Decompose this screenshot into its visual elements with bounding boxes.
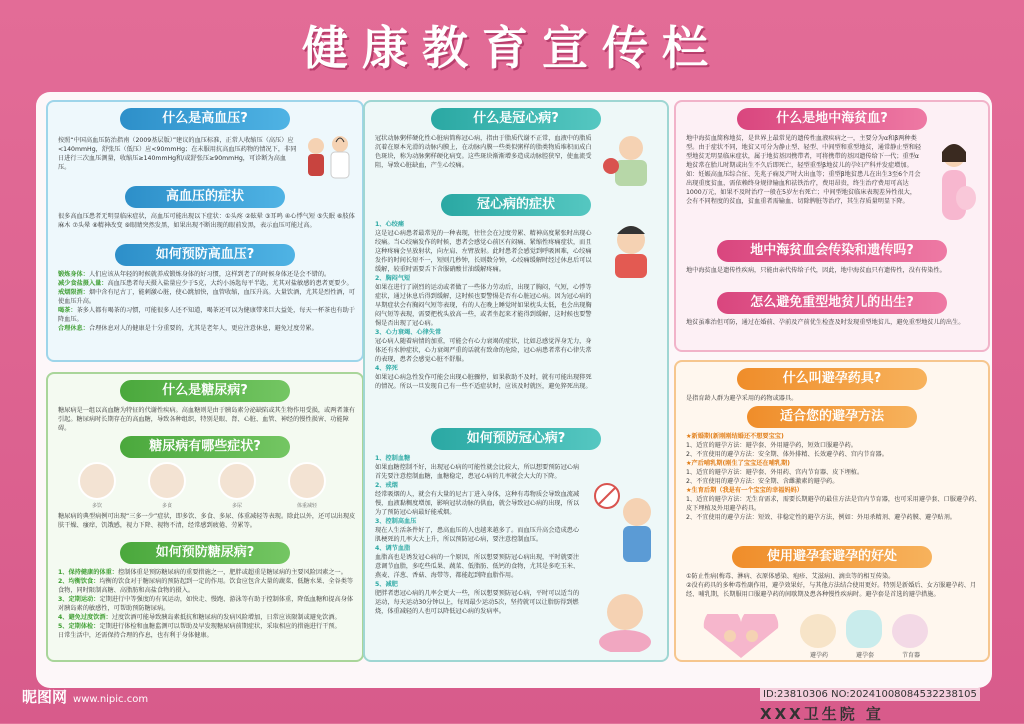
doctor-patient-illustration (300, 132, 358, 182)
list-item: ①防止性病(梅毒、淋病、衣原体感染、疱疹、艾滋病)、滴虫等的相互传染。 (686, 573, 895, 580)
diabetes-text: 糖尿病是一组以高血糖为特征的代谢性疾病。高血糖则是由于胰岛素分泌缺陷或其生物作用受损，或两者兼有引起。糖尿病时长期存在的高血糖，导致各种组织，特别是眼、肾、心脏、血管、神经的慢性损害、功能障碍。 (58, 407, 355, 432)
list-item: 4、避免过度饮酒：过度饮酒可能导致胰岛素抵抗和糖尿病的发病风险增加，日常应该限制或避免饮酒。 (58, 614, 341, 621)
heart-couple-illustration (696, 614, 786, 660)
list-item: 日常生活中，还需保持合理的作息，也有利于身体健康。 (58, 632, 213, 639)
symptom-label: 多食 (161, 503, 172, 509)
tag-label: 避孕药 (809, 652, 828, 659)
hypertension-card (46, 100, 364, 362)
tag-label: 避孕套 (855, 652, 874, 659)
column-coronary (363, 92, 683, 688)
coronary-card (363, 100, 669, 662)
elderly-man-illustration (601, 132, 663, 188)
hypertension-text: 按照“中国高血压防治指南（2009基层版）”建议的血压标准，正常人收缩压（高压）应<140mmHg，舒张压（低压）应<90mmHg；在未服用抗高血压药物的情况下，非同日进行三次血压测量，收缩压≥140mmHg和/或舒张压≥90mmHg，可诊断为高血压。 (58, 137, 297, 171)
section-title: 如何预防高血压? (115, 244, 295, 266)
page-title: 健康教育宣传栏 (302, 21, 722, 75)
condom-character-image (846, 610, 882, 648)
pregnant-woman-illustration (926, 140, 986, 230)
tag-label: 节育器 (901, 652, 920, 659)
coronary-prevent-list: 1、控制血糖 如果血糖控制不好，出现冠心病的可能性就会比较大，所以想要预防冠心病首先要注意控制血糖，血糖稳定，患冠心病的几率就会大大的下降。 2、戒烟 经常吸烟的人，就会有大量的尼古丁进入身体，这种有毒物质会导致血流减慢，血液黏稠度增加，影响冠状动脉的供血，就会导致冠心病的出现，所以为了预防冠心病最好能戒烟。 3、控制高血压 现在人生活条件好了，患高血压的人也越来越多了。而血压升高会造成患心肌梗死的几率大大上升，所以预防冠心病，要注意控制血压。 4、调节血脂 血脂高也是诱发冠心病的一个原因，所以想要预防冠心病出现，平时就要注意调节血脂，多吃些瓜果、蔬菜、低脂肪、低钙的食物，尤其是多吃玉米、燕麦、洋葱、香菇、海带等，都能起到降血脂作用。 5、减肥 肥胖者患冠心病的几率会更大一些，所以想要预防冠心病，平时可以适当的运动，每天运动30分钟以上，每周最少运动5次，坚持就可以让脂肪得到燃烧，体重减轻的人也可以降低冠心病的发病率。 (375, 455, 580, 615)
pill-character-image (800, 614, 836, 648)
section-title: 什么叫避孕药具? (737, 368, 927, 390)
list-item: 合理休息：合理休息对人的健康是十分重要的，尤其是老年人，更应注意休息，避免过度劳累。 (58, 325, 318, 332)
symptom-label: 多饮 (91, 503, 102, 509)
health-icons-illustration (589, 482, 665, 652)
contraception-methods-list: ★新婚期(新刚刚结婚还不想要宝宝) 1、适宜的避孕方法：避孕套、外用避孕药，短效口服避孕药。 2、不宜使用的避孕方法：安全期、体外排精、长效避孕药、宫内节育器。 ★产后哺乳期(刚生了宝宝还在哺乳期) 1、适宜的避孕方法：避孕套、外用药、宫内节育器、皮下埋植。 2、不宜使用的避孕方法：安全期、含雌激素的避孕药。 ★生育后期（我是有一个宝宝的幸福妈妈） 1、适宜的避孕方法：无生育需求，需要长期避孕的最佳方法是宫内节育器，也可采用避孕套、口服避孕药、皮下埋植及外用避孕药具。 2、不宜使用的避孕方法：短效、非稳定性的避孕方法，例如：外用杀精剂、避孕药膜、避孕贴剂。 (686, 433, 981, 521)
symptom-label: 多尿 (231, 503, 242, 509)
list-item: 5、定期体检：定期进行体检和血糖监测可以帮助及早发现糖尿病前期症状，采取相应的措施进行干预。 (58, 623, 341, 630)
hospital-name: XXX卫生院 宣 (760, 705, 884, 723)
coronary-text: 冠状动脉粥样硬化性心脏病简称冠心病，指由于脂质代谢不正常，血液中的脂质沉着在原本光滑的动脉内膜上，在动脉内膜一些类似粥样的脂类物质堆积而成白色斑块，称为动脉粥样硬化病变。这些斑块渐渐增多造成动脉腔狭窄，使血流受阻，导致心脏缺血，产生心绞痛。 (375, 135, 592, 169)
section-title: 适合您的避孕方法 (747, 406, 917, 428)
section-title: 如何预防糖尿病? (120, 542, 290, 564)
list-item: ②没有药具的多种毒性副作用，避孕效果好，与其他方法结合使用更好。特别是新婚后、女方服避孕药、月经、哺乳期，长期服用口服避孕药的间歇期及患各种慢性疾病时。避孕套是首选的避孕措施。 (686, 582, 977, 598)
content-panel (36, 92, 992, 688)
hypertension-symptoms-text: 很多高血压患者无明显临床症状，高血压可能出现以下症状：①头疼 ②眩晕 ③耳鸣 ④心悸气短 ⑤失眠 ⑥肢体麻木 ⑦头晕 ⑧精神改变 ⑨眼睛突然发黑，如果出现不断出现的眼前发黑，表示血压可能过高。 (58, 213, 355, 229)
list-item: 喝茶：茶多人都有喝茶的习惯，可能很多人还不知道，喝茶还可以为健康带来巨大益处，每天一杯茶也有助于降血压。 (58, 307, 355, 323)
section-title: 如何预防冠心病? (431, 428, 601, 450)
section-title: 什么是冠心病? (431, 108, 601, 130)
thalassemia-avoid-text: 地贫虽难治但可防，通过在婚前、孕前及产前优生检查及时发现重型地贫儿，避免重型地贫儿的出生。 (686, 319, 965, 326)
section-title: 使用避孕套避孕的好处 (732, 546, 932, 568)
chest-pain-illustration (601, 220, 663, 280)
contraception-text: 是指育龄人群为避孕采用的药物或器具。 (686, 395, 798, 402)
condom-benefits-list (686, 572, 982, 612)
list-item: 1、保持健康的体重：控制体重是预防糖尿病的重要措施之一，肥胖或超重是糖尿病的主要风险因素之一。 (58, 569, 347, 576)
symptom-weight-image (288, 462, 326, 500)
symptom-drink-image (78, 462, 116, 500)
section-title: 冠心病的症状 (441, 194, 591, 216)
diabetes-card (46, 372, 364, 662)
column-hypertension-diabetes (46, 92, 364, 688)
section-title: 什么是高血压? (120, 108, 290, 130)
list-item: 3、定期运动：定期进行中等强度的有氧运动，如快走、慢跑、游泳等有助于控制体重，降低血糖和提高身体对胰岛素的敏感性，可帮助预防糖尿病。 (58, 596, 354, 612)
diabetes-prevent-list (58, 568, 356, 658)
diabetes-symptoms-text: 糖尿病的典型病例可出现“三多一少”症状，即多饮、多食、多尿、体重减轻等表现。除此以外，还可以出现皮肤干燥、瘙痒，饥饿感，视力下降、视物不清，经常感到疲倦、劳累等。 (58, 513, 356, 529)
thalassemia-card (674, 100, 990, 352)
section-title: 高血压的症状 (125, 186, 285, 208)
symptom-eat-image (148, 462, 186, 500)
hypertension-prevent-list (58, 270, 356, 360)
column-thalassemia-contraception (674, 92, 990, 688)
watermark: 昵图网 www.nipic.com (22, 688, 149, 706)
section-title: 什么是糖尿病? (120, 380, 290, 402)
list-item: 锻炼身体：人们应该从年轻的时候就养成锻炼身体的好习惯，这样到老了的时候身体还是会不错的。 (58, 271, 331, 278)
contraception-card (674, 360, 990, 662)
section-title: 什么是地中海贫血? (737, 108, 927, 130)
section-title: 地中海贫血会传染和遗传吗? (717, 240, 947, 262)
list-item: 2、均衡饮食：均衡的饮食对于糖尿病的预防起到一定的作用。饮食应包含大量的蔬菜、低糖水果、全谷类等食物，同时限制高糖、高脂肪和高盐食物的摄入。 (58, 578, 354, 594)
thalassemia-infect-text: 地中海贫血是遗传性疾病，只能由亲代传给子代，因此，地中海贫血只有遗传性，没有传染性。 (686, 267, 946, 274)
list-item: 减少食盐摄入量：高血压患者每天摄入盐量应少于5克，大约小汤匙每平半匙，尤其对盐敏感的患者更要少。 (58, 280, 353, 287)
image-id-label: ID:23810306 NO:20241008084532238105 (760, 688, 980, 701)
coronary-symptoms-list: 1、心绞痛 这是冠心病患者最常见的一种表现，往往会在过度劳累、精神高度紧张时出现心绞痛。当心绞痛发作的时候，患者会感觉心前区有闷痛、紧缩性疼痛症状，而且这种疼痛会呈放射状，向左肩、左臂放射。此时患者会感觉到呼吸困难，心绞痛发作的时间长短不一，短则几秒钟，长则数分钟，心绞痛缓解时经过休息后可以缓解，较重时需要舌下含服硝酸甘油缓解疼痛。 2、胸闷气短 如果在进行了剧烈的运动或者做了一些体力劳动后，出现了胸闷，气短，心悸等症状，通过休息后得到缓解，这时候也要警惕是否有心脏冠心病。因为冠心病的早期症状会有胸闷气短等表现，有的人在晚上睡觉时如果枕头太低，也会出现胸闷气短等表现，需要把枕头放高一些，或者坐起来才能得到缓解，这时候也要警惕是否出现了冠心病。 3、心力衰竭、心律失常 冠心病人随着病情的加重，可能会有心力衰竭的症状，比如总感觉浑身无力，身体还有水肿症状，心力衰竭严重的话就有致命的危险，冠心病患者常有心律失常的表现，患者会感觉心脏不舒服。 4、猝死 如果冠心病急性发作可能会出现心脏骤停，如果救助不及时，就有可能出现猝死的情况。所以一旦发现自己有一些不适症状时，应该及时就医，避免猝死出现。 (375, 221, 592, 390)
symptom-label: 体重减轻 (296, 503, 317, 509)
section-title: 糖尿病有哪些症状? (120, 436, 290, 458)
thalassemia-text: 地中海贫血简称地贫，是世界上最常见的遗传性血液疾病之一，主要分为α和β两种类型。由于症状不同，地贫又可分为静止型、轻型、中间型和重型地贫，通常静止型和轻型地贫无明显临床症状，属于地贫基因携带者，可将携带的基因遗传给下一代；重型α地贫常在胎儿时期或出生不久后即死亡，轻型重型β地贫儿的孕妇产科并发症增加。如：妊娠高血压综合征、先兆子痫及产时大出血等；重型β地贫患儿在出生3至6个月会出现重度贫血，需依赖终身规律输血和祛铁治疗，费用昂贵，终生治疗费用可高达1000万元，如果不及时治疗一般在5岁左右死亡；中间型地贫临床表现差异性很大，会有不同程度的贫血，贫血重者需输血、切除脾脏等治疗，其生存质量明显下降。 (686, 135, 922, 205)
section-title: 怎么避免重型地贫儿的出生? (717, 292, 947, 314)
symptom-urine-image (218, 462, 256, 500)
list-item: 戒烟限酒：烟中含有尼古丁，能刺激心脏，使心跳加快，血管收缩，血压升高。大量饮酒，尤其是烈性酒，可使血压升高。 (58, 289, 355, 305)
iud-character-image (892, 614, 928, 648)
